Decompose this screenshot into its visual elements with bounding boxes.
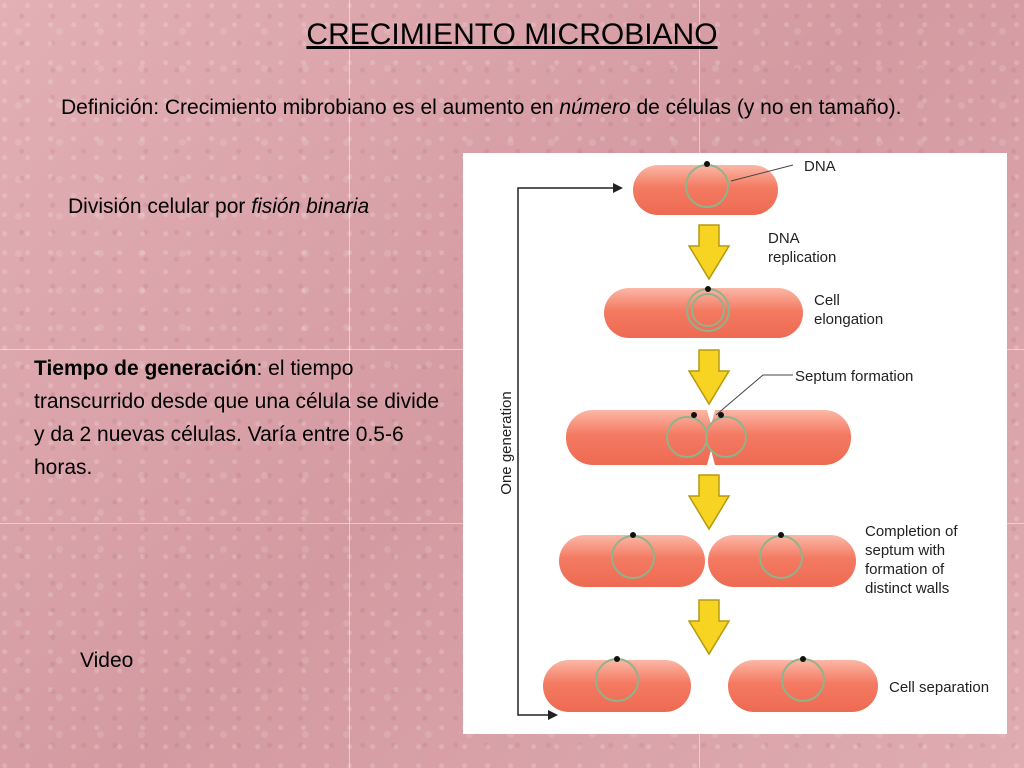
definition-emphasis: número xyxy=(559,96,631,119)
cell-stage-5 xyxy=(543,656,989,712)
definition-suffix: de células (y no en tamaño). xyxy=(630,96,902,119)
generation-time-text xyxy=(34,352,444,484)
one-generation-label: One generation xyxy=(498,391,515,495)
binary-fission-diagram xyxy=(463,153,1007,734)
division-emphasis: fisión binaria xyxy=(251,195,370,218)
division-prefix: División celular por xyxy=(68,195,252,218)
dna-dot xyxy=(800,656,806,662)
arrowhead-icon xyxy=(548,710,558,720)
cell-stage-1 xyxy=(633,158,836,215)
label-septum-formation: Septum formation xyxy=(795,368,914,385)
binary-fission-svg xyxy=(463,153,1007,734)
video-link[interactable]: Video xyxy=(80,649,134,672)
cell xyxy=(543,660,691,712)
cell-stage-2 xyxy=(604,286,883,338)
down-arrow-icon xyxy=(689,350,729,404)
down-arrow-icon xyxy=(689,475,729,529)
label-completion-4: distinct walls xyxy=(865,580,950,597)
label-dna: DNA xyxy=(804,158,836,175)
dna-dot xyxy=(778,532,784,538)
label-completion-1: Completion of xyxy=(865,523,958,540)
label-cell-separation: Cell separation xyxy=(889,679,990,696)
down-arrow-icon xyxy=(689,225,729,279)
generation-time-term: Tiempo de generación xyxy=(34,357,257,380)
label-cell-elongation-1: Cell xyxy=(814,292,840,309)
definition-prefix: Definición: Crecimiento mibrobiano es el aumento en xyxy=(61,96,560,119)
cell-stage-4 xyxy=(559,523,958,597)
label-completion-3: formation of xyxy=(865,561,945,578)
definition-text xyxy=(61,92,961,123)
dna-dot xyxy=(614,656,620,662)
cell xyxy=(708,535,856,587)
cell xyxy=(566,410,851,465)
slide-title: CRECIMIENTO MICROBIANO xyxy=(306,18,718,51)
cell-stage-3 xyxy=(566,368,913,465)
generation-time-description: : el tiempo transcurrido desde que una célula se divide y da 2 nuevas células. Varía entre 0.5-6 horas. xyxy=(34,357,440,479)
arrowhead-icon xyxy=(613,183,623,193)
dna-dot xyxy=(705,286,711,292)
label-cell-elongation-2: elongation xyxy=(814,311,884,328)
cell xyxy=(559,535,705,587)
label-dna-replication-1: DNA xyxy=(768,230,800,247)
label-completion-2: septum with xyxy=(865,542,946,559)
label-dna-replication-2: replication xyxy=(768,249,837,266)
dna-dot xyxy=(704,161,710,167)
dna-dot xyxy=(691,412,697,418)
down-arrow-icon xyxy=(689,600,729,654)
cell xyxy=(728,660,878,712)
dna-dot xyxy=(630,532,636,538)
division-text xyxy=(68,195,369,219)
